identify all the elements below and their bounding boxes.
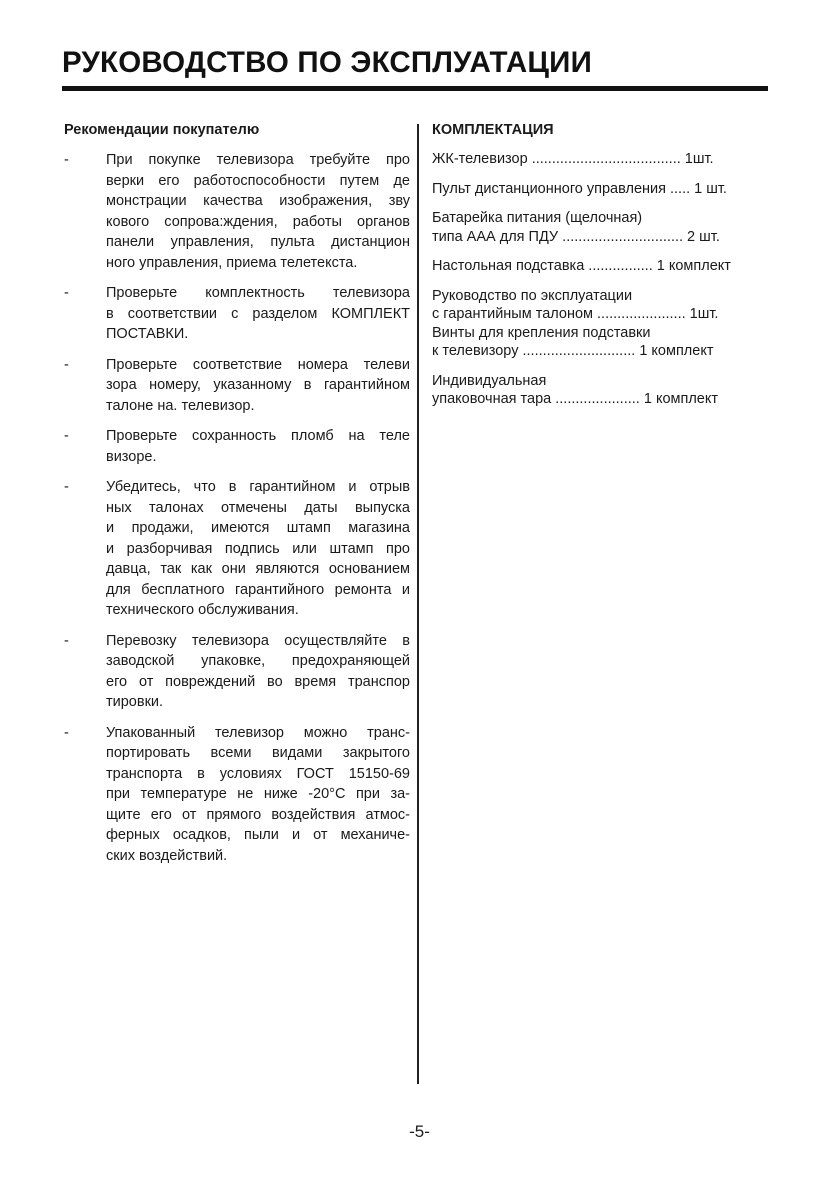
- item-text: [106, 477, 410, 621]
- text-line: упаковочная тара ..................... 1 комплект: [432, 391, 719, 407]
- text-line: ПОСТАВКИ.: [106, 326, 189, 342]
- list-item: [64, 477, 410, 621]
- text-line: в соответствии с разделом КОМПЛЕКТ: [106, 305, 410, 322]
- item-text: [106, 355, 410, 417]
- contents-item: [432, 257, 770, 276]
- text-line: с гарантийным талоном ...................... 1шт.: [432, 306, 719, 322]
- section-heading: КОМПЛЕКТАЦИЯ: [432, 122, 554, 138]
- contents-item: [432, 287, 770, 361]
- text-line: При покупке телевизора требуйте про: [106, 152, 410, 168]
- text-line: ЖК-телевизор ..................................... 1шт.: [432, 151, 714, 167]
- text-line: давца, так как они являются основанием: [106, 561, 410, 577]
- list-item: [64, 355, 410, 417]
- text-line: талоне на. телевизор.: [106, 397, 255, 414]
- text-line: для бесплатного гарантийного ремонта и: [106, 581, 410, 598]
- text-line: ских воздействий.: [106, 847, 228, 864]
- item-text: [106, 283, 410, 345]
- contents-item: [432, 209, 770, 246]
- contents-item: [432, 150, 770, 169]
- bullet-dash: -: [64, 356, 69, 373]
- text-line: Настольная подставка ................ 1 комплект: [432, 258, 731, 274]
- text-line: Индивидуальная: [432, 372, 547, 389]
- list-item: [64, 426, 410, 467]
- contents-item: [432, 180, 770, 199]
- item-text: [106, 426, 410, 467]
- text-line: зора номеру, указанному в гарантийном: [106, 377, 410, 393]
- item-text: [106, 723, 410, 867]
- text-line: Проверьте сохранность пломб на теле: [106, 428, 410, 444]
- contents-item: [432, 372, 770, 409]
- package-contents: [432, 120, 770, 420]
- text-line: транспорта в условиях ГОСТ 15150-69: [106, 765, 410, 782]
- text-line: Руководство по эксплуатации: [432, 287, 633, 304]
- text-line: тировки.: [106, 694, 164, 710]
- text-line: кового сопрова:ждения, работы органов: [106, 213, 410, 230]
- list-item: [64, 631, 410, 713]
- text-line: Проверьте соответствие номера телеви: [106, 356, 410, 373]
- text-line: верки его работоспособности путем де: [106, 172, 410, 189]
- list-item: [64, 150, 410, 273]
- title-rule: [62, 86, 768, 91]
- text-line: Винты для крепления подставки: [432, 324, 651, 341]
- bullet-dash: -: [64, 632, 69, 649]
- list-item: [64, 283, 410, 345]
- page-title: РУКОВОДСТВО ПО ЭКСПЛУАТАЦИИ: [62, 46, 592, 79]
- text-line: Упакованный телевизор можно транс-: [106, 724, 410, 741]
- text-line: Проверьте комплектность телевизора: [106, 285, 410, 301]
- text-line: монстрации качества изображения, зву: [106, 193, 410, 209]
- column-divider: [417, 124, 419, 1084]
- text-line: щите его от прямого воздействия атмос-: [106, 806, 410, 823]
- text-line: Пульт дистанционного управления ..... 1 шт.: [432, 180, 727, 197]
- page-number: -5-: [409, 1122, 430, 1141]
- text-line: при температуре не ниже -20°С при за-: [106, 786, 410, 802]
- text-line: ферных осадков, пыли и от механиче-: [106, 827, 410, 843]
- text-line: технического обслуживания.: [106, 602, 299, 618]
- section-heading: Рекомендации покупателю: [64, 122, 260, 138]
- text-line: Батарейка питания (щелочная): [432, 210, 643, 226]
- bullet-dash: -: [64, 152, 69, 168]
- list-item: [64, 723, 410, 867]
- text-line: ных талонах отмечены даты выпуска: [106, 499, 410, 516]
- text-line: панели управления, пульта дистанцион: [106, 234, 410, 250]
- bullet-dash: -: [64, 479, 69, 495]
- item-text: [106, 631, 410, 713]
- text-line: Убедитесь, что в гарантийном и отрыв: [106, 479, 410, 495]
- text-line: его от повреждений во время транспор: [106, 673, 410, 690]
- text-line: портировать всеми видами закрытого: [106, 745, 410, 761]
- text-line: ного управления, приема телетекста.: [106, 254, 358, 271]
- bullet-dash: -: [64, 724, 69, 741]
- bullet-dash: -: [64, 428, 69, 444]
- text-line: типа ААА для ПДУ .............................. 2 шт.: [432, 228, 720, 245]
- text-line: заводской упаковке, предохраняющей: [106, 653, 410, 669]
- text-line: к телевизору ............................ 1 комплект: [432, 343, 714, 359]
- bullet-dash: -: [64, 285, 69, 301]
- buyer-recommendations: [64, 120, 410, 876]
- text-line: визоре.: [106, 448, 157, 465]
- text-line: и продажи, имеются штамп магазина: [106, 520, 410, 536]
- item-text: [106, 150, 410, 273]
- text-line: Перевозку телевизора осуществляйте в: [106, 632, 410, 649]
- text-line: и разборчивая подпись или штамп про: [106, 540, 410, 557]
